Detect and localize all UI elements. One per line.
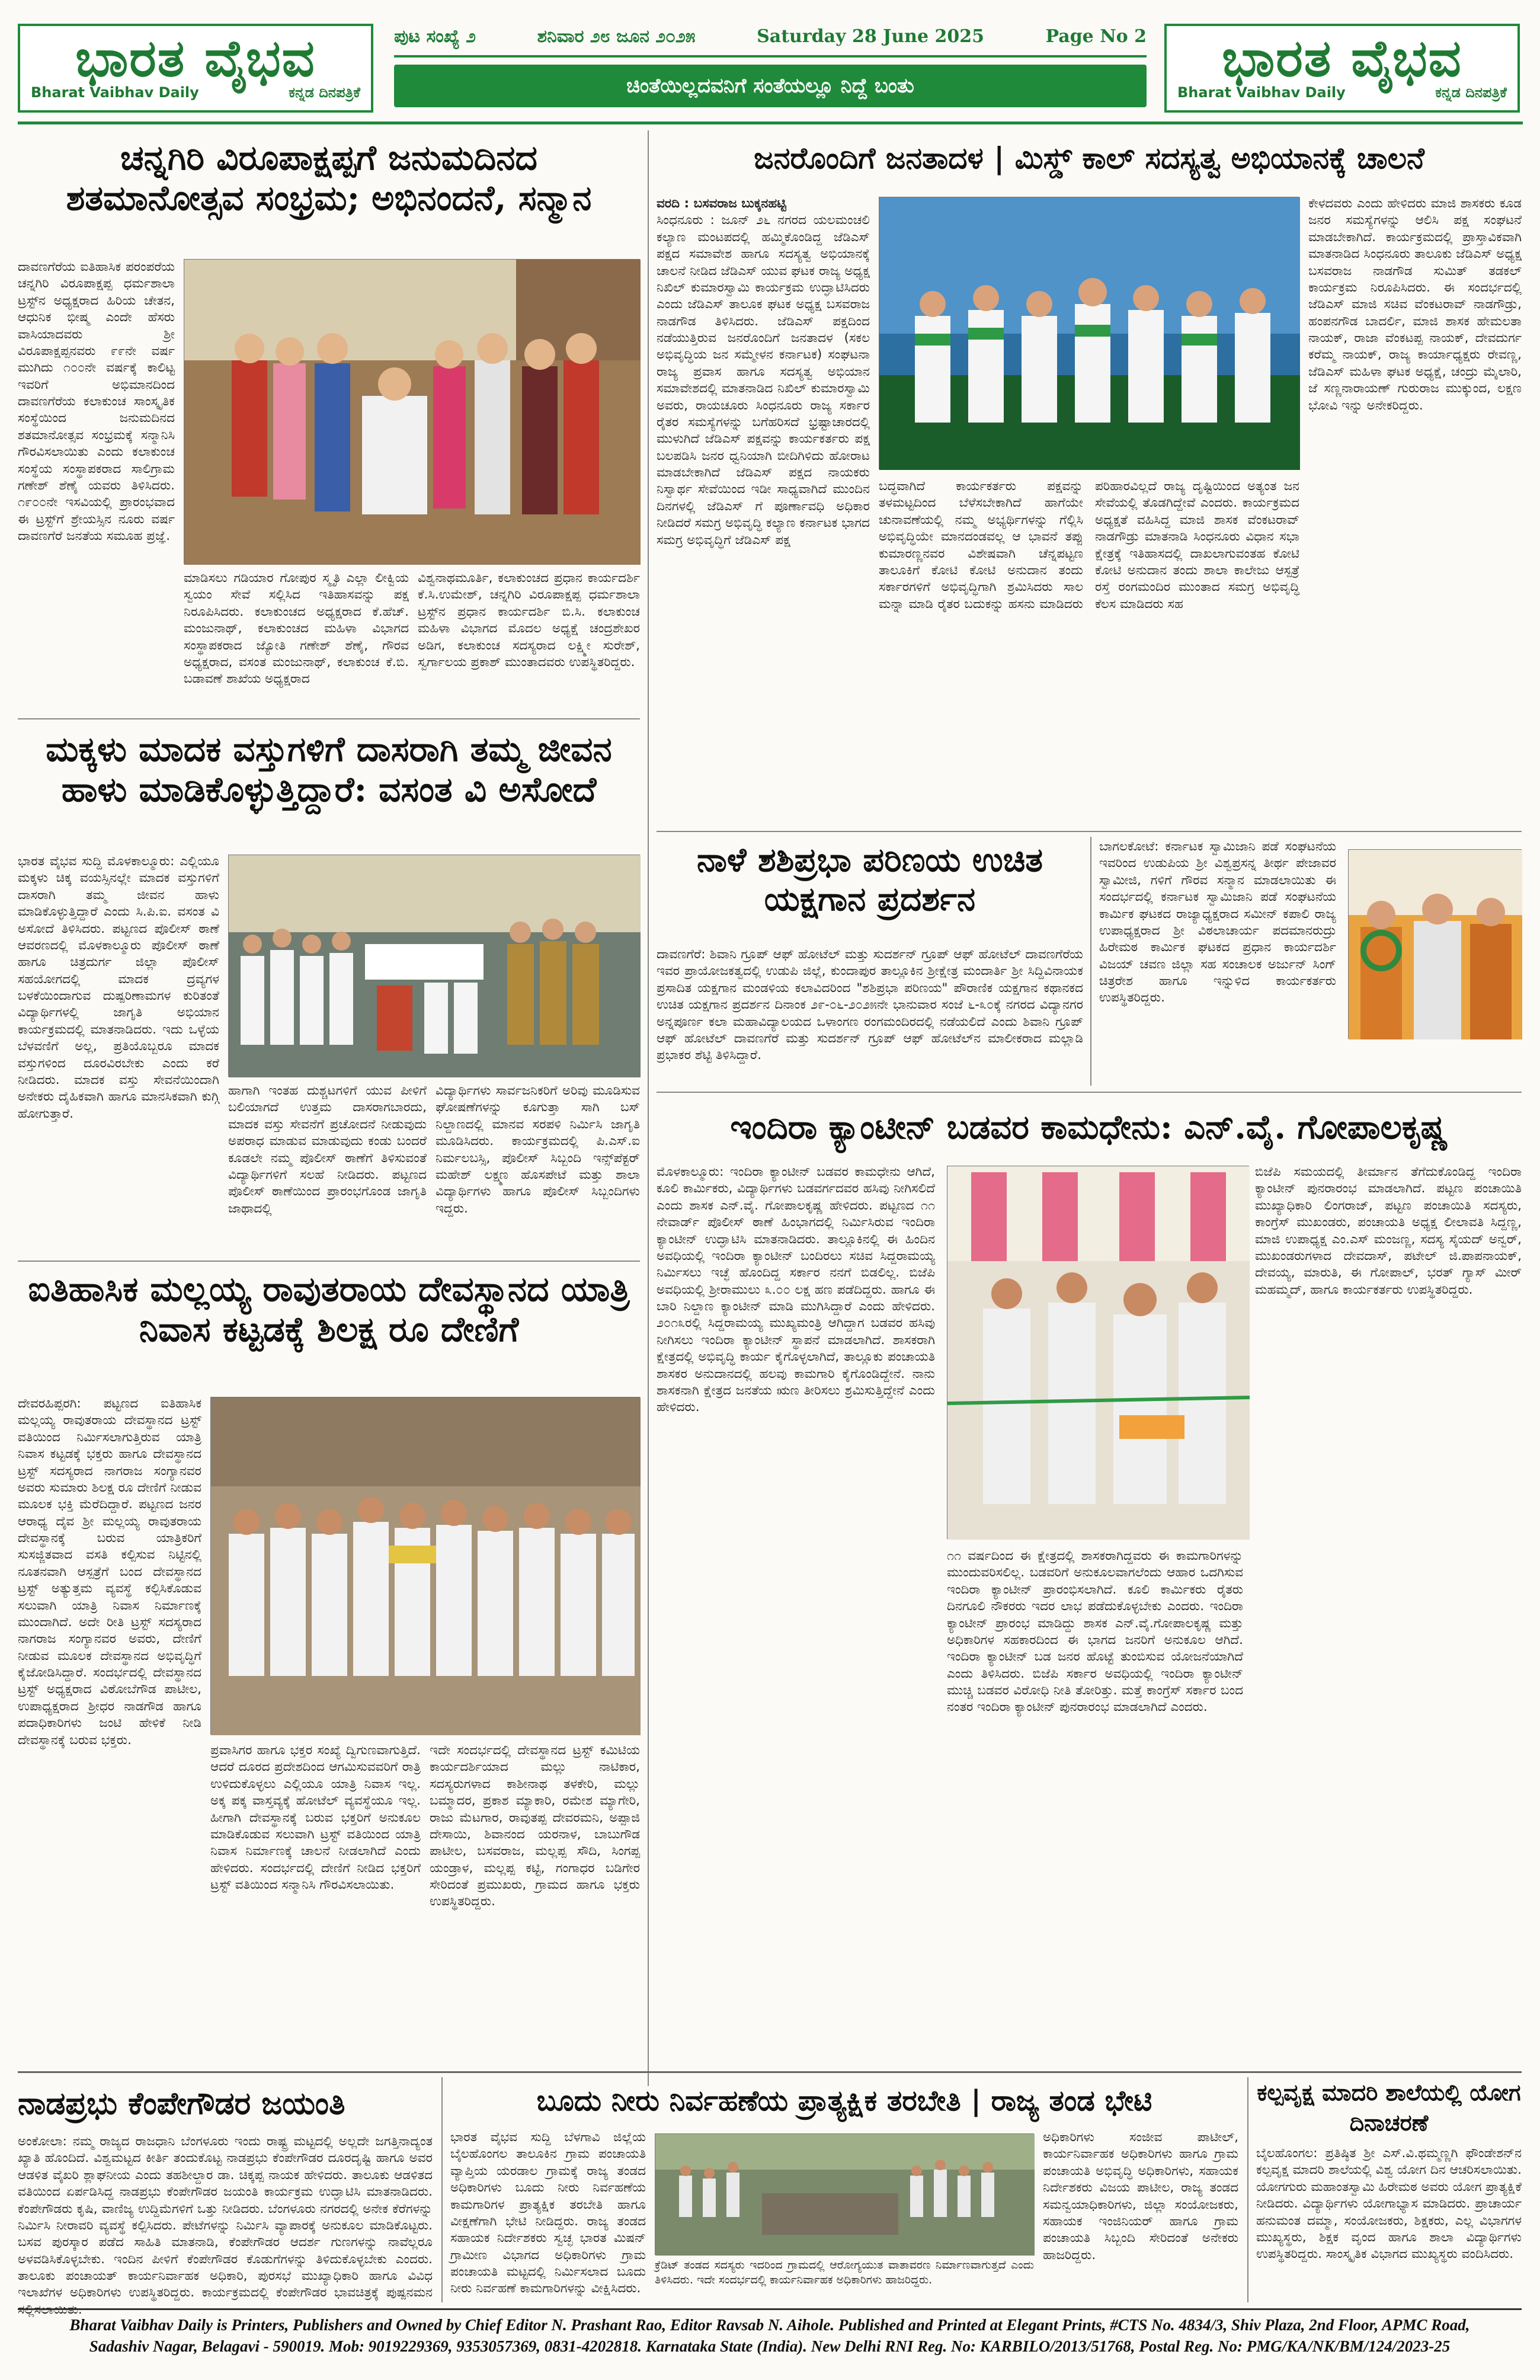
date-kn: ಶನಿವಾರ ೨೮ ಜೂನ ೨೦೨೫ [537, 25, 696, 47]
canteen-photo [947, 1166, 1250, 1540]
article-body: ಅಂಕೋಲಾ: ನಮ್ಮ ರಾಜ್ಯದ ರಾಜಧಾನಿ ಬೆಂಗಳೂರು ಇಂದು ರಾಷ್ಟ್ರ ಮಟ್ಟದಲ್ಲಿ ಅಲ್ಲದೇ ಜಗತ್ತಿನಾದ್ಯಂತ ಖ್ಯಾತಿ ಹೊಂದಿದೆ. ವಿಶ್ವಮಟ್ಟದ ಕೀರ್ತಿ ತಂದುಕೊಟ್ಟ ನಾಡಪ್ರಭು ಕೆಂಪೇಗೌಡರ ದೂರದೃಷ್ಟಿ ಹಾಗೂ ಅವರ ಆಡಳಿತ ವೈಖರಿ ಶ್ಲಾಘನೀಯ ಎಂದು ತಹಶೀಲ್ದಾರ ಡಾ. ಚಿಕ್ಕಪ್ಪ ನಾಯಕ ಹೇಳಿದರು. ತಾಲೂಕು ಆಡಳಿತದ ವತಿಯಿಂದ ಏರ್ಪಡಿಸಿದ್ದ ನಾಡಪ್ರಭು ಕೆಂಪೇಗೌಡರ ಜಯಂತಿ ಕಾರ್ಯಕ್ರಮ ಉದ್ಘಾಟಿಸಿ ಮಾತನಾಡಿದರು. ಕೆಂಪೇಗೌಡರು ಕೃಷಿ, ವಾಣಿಜ್ಯ ಉದ್ದಿಮೆಗಳಿಗೆ ಒತ್ತು ನೀಡಿದರು. ಬೆಂಗಳೂರು ನಗರದಲ್ಲಿ ಅನೇಕ ಕೆರೆಗಳನ್ನು ನಿರ್ಮಿಸಿ ನೀರಾವರಿ ವ್ಯವಸ್ಥೆ ಕಲ್ಪಿಸಿದರು. ಪೇಟೆಗಳನ್ನು ನಿರ್ಮಿಸಿ ವ್ಯಾಪಾರಕ್ಕೆ ಅನುಕೂಲ ಮಾಡಿಕೊಟ್ಟರು. ಬಸವ ಪುರಸ್ಕಾರ ಪಡೆದ ಸಾಹಿತಿ ಮಾತನಾಡಿ, ಕೆಂಪೇಗೌಡರ ಆದರ್ಶ ಗುಣಗಳನ್ನು ನಾವೆಲ್ಲರೂ ಅಳವಡಿಸಿಕೊಳ್ಳಬೇಕು. ಇಂದಿನ ಪೀಳಿಗೆ ಕೆಂಪೇಗೌಡರ ಕೊಡುಗೆಗಳನ್ನು ತಿಳಿದುಕೊಳ್ಳಬೇಕು ಎಂದರು. ತಾಲೂಕು ಪಂಚಾಯತ್ ಕಾರ್ಯನಿರ್ವಾಹಕ ಅಧಿಕಾರಿ, ಪುರಸಭೆ ಮುಖ್ಯಾಧಿಕಾರಿ ಹಾಗೂ ವಿವಿಧ ಇಲಾಖೆಗಳ ಅಧಿಕಾರಿಗಳು ಉಪಸ್ಥಿತರಿದ್ದರು. ಕಾರ್ಯಕ್ರಮದಲ್ಲಿ ಕೆಂಪೇಗೌಡರ ಭಾವಚಿತ್ರಕ್ಕೆ ಪುಷ್ಪನಮನ [18, 2134, 433, 2301]
article-body: ದಾವಣಗೆರೆ: ಶಿವಾನಿ ಗ್ರೂಪ್ ಆಫ್ ಹೋಟೆಲ್ ಮತ್ತು ಸುದರ್ಶನ್ ಗ್ರೂಪ್ ಆಫ್ ಹೋಟೆಲ್ ದಾವಣಗೆರೆಯ ಇವರ ಪ್ರಾಯೋಜಕತ್ವದಲ್ಲಿ ಉಡುಪಿ ಜಿಲ್ಲೆ, ಕುಂದಾಪುರ ತಾಲ್ಲೂಕಿನ ಶ್ರೀಕ್ಷೇತ್ರ ಮಂದಾರ್ತಿ ಶ್ರೀ ಸಿದ್ದಿವಿನಾಯಕ ಪ್ರಸಾದಿತ ಯಕ್ಷಗಾನ ಮಂಡಳಿಯ ಕಲಾವಿದರಿಂದ "ಶಶಿಪ್ರಭಾ ಪರಿಣಯ" ಪೌರಾಣಿಕ ಯಕ್ಷಗಾನ ಕಥಾನಕದ ಉಚಿತ ಯಕ್ಷಗಾನ ಪ್ರದರ್ಶನ ದಿನಾಂಕ ೨೯-೦೬-೨೦೨೫ನೇ ಭಾನುವಾರ ಸಂಜೆ ೬-೩೦ಕ್ಕೆ ನಗರದ ವಿದ್ಯಾನಗರ ಅನ್ನಪೂರ್ಣ ಕಲಾ ಮಹಾವಿದ್ಯಾಲಯದ ಒಳಾಂಗಣ ರಂಗಮಂದಿರದಲ್ಲಿ ನಡೆಯಲಿದೆ ಎಂದು ಶಿವಾನಿ ಗ್ರೂಪ್ ಆಫ್ ಹೋಟೆಲ್ ದಾವಣಗೆರೆ ಮತ್ತು ಸುದರ್ಶನ್ ಗ್ರೂಪ್ ಆಫ್ ಹೋಟೆಲ್‌ನ ಮಾಲೀಕರಾದ ಮಲ್ಲಾಡಿ ಪ್ರಭಾಕರ ಶೆಟ್ಟಿ ತಿಳಿಸಿದ್ದಾರೆ. [657, 947, 1083, 1063]
article-drugs-awareness [18, 724, 640, 1261]
logo-title: ಭಾರತ ವೈಭವ [75, 28, 316, 88]
article-column: ೧೧ ವರ್ಷದಿಂದ ಈ ಕ್ಷೇತ್ರದಲ್ಲಿ ಶಾಸಕರಾಗಿದ್ದವರು ಈ ಕಾಮಗಾರಿಗಳನ್ನು ಮುಂದುವರಿಸಲಿಲ್ಲ. ಬಡವರಿಗೆ ಅನುಕೂಲವಾಗಲೆಂದು ಆಹಾರ ಒದಗಿಸುವ ಇಂದಿರಾ ಕ್ಯಾಂಟೀನ್ ಪ್ರಾರಂಭಿಸಲಾಗಿದೆ. ಕೂಲಿ ಕಾರ್ಮಿಕರು ರೈತರು ದಿನಗೂಲಿ ನೌಕರರು ಇದರ ಲಾಭ ಪಡೆದುಕೊಳ್ಳಬೇಕು ಎಂದರು. ಇಂದಿರಾ ಕ್ಯಾಂಟೀನ್ ಪ್ರಾರಂಭ ಮಾಡಿದ್ದು ಶಾಸಕ ಎನ್.ವೈ.ಗೋಪಾಲಕೃಷ್ಣ ಮತ್ತು ಅಧಿಕಾರಿಗಳ ಸಹಕಾರದಿಂದ ಈ ಭಾಗದ ಜನರಿಗೆ ಅನುಕೂಲ ಆಗಿದೆ. ಇಂದಿರಾ ಕ್ಯಾಂಟೀನ್ ಬಡ ಜನರ ಹೊಟ್ಟೆ ತುಂಬಿಸುವ ಯೋಜನೆಯಾಗಿದೆ ಎಂದು ತಿಳಿಸಿದರು. ಬಿಜೆಪಿ ಸರ್ಕಾರ ಅವಧಿಯಲ್ಲಿ ಇಂದಿರಾ ಕ್ಯಾಂಟೀನ್ ಮುಚ್ಚಿ ಬಡವರ ವಿರೋಧಿ ನೀತಿ ತೋರಿತ್ತು. ಮತ್ತೆ ಕಾಂಗ್ರೆಸ್ ಸರ್ಕಾರ ಬಂದ ನಂತರ ಇಂದಿರಾ ಕ್ಯಾಂಟೀನ್ ಪುನರಾರಂಭ ಮಾಡಲಾಗಿದೆ ಎಂದರು. [947, 1549, 1243, 1715]
temple-photo [211, 1397, 641, 1735]
article-column: ಬದ್ಧವಾಗಿದೆ ಕಾರ್ಯಕರ್ತರು ಪಕ್ಷವನ್ನು ತಳಮಟ್ಟದಿಂದ ಬೆಳೆಸಬೇಕಾಗಿದೆ ಹಾಗೆಯೇ ಚುನಾವಣೆಯಲ್ಲಿ ನಮ್ಮ ಅಭ್ಯರ್ಥಿಗಳನ್ನು ಗೆಲ್ಲಿಸಿ ಅಭಿವೃದ್ಧಿಯೇ ಮಾನದಂಡವಲ್ಲ ಆ ಭಾವನೆ ತಪ್ಪು ಕುಮಾರಣ್ಣನವರ ವಿಶೇಷವಾಗಿ ಚೆನ್ನಪಟ್ಟಣ ತಾಲೂಕಿಗೆ ಕೋಟಿ ಕೋಟಿ ಅನುದಾನ ತಂದು ಸರ್ಕಾರಗಳಿಗೆ ಅಭಿವೃದ್ಧಿಗಾಗಿ ಶ್ರಮಿಸಿದರು ಸಾಲ ಮನ್ನಾ ಮಾಡಿ ರೈತರ ಬದುಕನ್ನು ಹಸನು ಮಾಡಿದರು ಪರಿಹಾರವಿಲ್ಲದೆ ರಾಜ್ಯ ದೃಷ್ಟಿಯಿಂದ ಅತ್ಯಂತ ಜನ ಸೇವೆಯಲ್ಲಿ ತೊಡಗಿದ್ದೇವೆ ಎಂದರು. ಕಾರ್ಯಕ್ರಮದ ಅಧ್ಯಕ್ಷತೆ ವಹಿಸಿದ್ದ ಮಾಜಿ ಶಾಸಕ ವೆಂಕಟರಾವ್ ನಾಡಗೌಡ್ರು ಮಾತನಾಡಿ ಸಿಂಧನೂರು ವಿಧಾನ ಸಭಾ ಕ್ಷೇತ್ರಕ್ಕೆ ಇತಿಹಾಸದಲ್ಲಿ ದಾಖಲಾಗುವಂತಹ ಕೋಟಿ ಕೋಟಿ ಅನುದಾನ ತಂದು ಶಾಲಾ ಕಾಲೇಜು ಆಸ್ಪತ್ರೆ ರಸ್ತೆ ರಂಗಮಂದಿರ ಮುಂತಾದ ಸಮಗ್ರ ಅಭಿವೃದ್ಧಿ ಕೆಲಸ ಮಾಡಿದರು ಸಹ [879, 479, 1299, 612]
article-column: ಅಧಿಕಾರಿಗಳು ಸಂಜೀವ ಪಾಟೀಲ್, ಕಾರ್ಯನಿರ್ವಾಹಕ ಅಧಿಕಾರಿಗಳು ಹಾಗೂ ಗ್ರಾಮ ಪಂಚಾಯತಿ ಅಭಿವೃದ್ಧಿ ಅಧಿಕಾರಿಗಳು, ಸಹಾಯಕ ನಿರ್ದೇಶಕರು ವಿಜಯ ಪಾಟೀಲ, ರಾಜ್ಯ ತಂಡದ ಸಮನ್ವಯಾಧಿಕಾರಿಗಳು, ಜಿಲ್ಲಾ ಸಂಯೋಜಕರು, ಸಹಾಯಕ ಇಂಜಿನಿಯರ್ ಹಾಗೂ ಗ್ರಾಮ ಪಂಚಾಯತಿ ಸಿಬ್ಬಂದಿ ಸೇರಿದಂತೆ ಅನೇಕರು ಹಾಜರಿದ್ದರು. [1043, 2130, 1238, 2263]
page-number-en: Page No 2 [1045, 25, 1147, 47]
masthead-meta [394, 21, 1147, 52]
footer-line-2: Sadashiv Nagar, Belagavi - 590019. Mob: 9019229369, 9353057369, 0831-4202818. Karnataka State (India). New Delhi RNI Reg. No: KARBILO/2013/51768, Postal Reg. No: PMG/KA/NK/BM/124/2023-25 [89, 2337, 1451, 2356]
vr-bottom-1 [441, 2077, 443, 2302]
vr-bottom-2 [1247, 2077, 1248, 2302]
group-photo [184, 260, 641, 565]
tagline: ಚಿಂತೆಯಿಲ್ಲದವನಿಗೆ ಸಂತೆಯಲ್ಲೂ ನಿದ್ದೆ ಬಂತು [394, 65, 1147, 107]
photo-awareness-rally [228, 855, 640, 1077]
logo-sub-en: Bharat Vaibhav Daily [31, 84, 199, 101]
vr-small [1090, 837, 1091, 1086]
article-column: ದಾವಣಗೆರೆಯ ಐತಿಹಾಸಿಕ ಪರಂಪರೆಯ ಚನ್ನಗಿರಿ ವಿರೂಪಾಕ್ಷಪ್ಪ ಧರ್ಮಶಾಲಾ ಟ್ರಸ್ಟ್‌ನ ಅಧ್ಯಕ್ಷರಾದ ಹಿರಿಯ ಚೇತನ, ಆಧುನಿಕ ಭೀಷ್ಮ ಎಂದೇ ಹೆಸರು ವಾಸಿಯಾದವರು ಶ್ರೀ ವಿರೂಪಾಕ್ಷಪ್ಪನವರು ೯೯ನೇ ವರ್ಷ ಮುಗಿದು ೧೦೦ನೇ ವರ್ಷಕ್ಕೆ ಕಾಲಿಟ್ಟ ಇವರಿಗೆ ಅಭಿಮಾನದಿಂದ ದಾವಣಗೆರೆಯ ಕಲಾಕುಂಚ ಸಾಂಸ್ಕೃತಿಕ ಸಂಸ್ಥೆಯಿಂದ ಜನುಮದಿನದ ಶತಮಾನೋತ್ಸವ ಸಂಭ್ರಮಕ್ಕೆ ಸನ್ಮಾನಿಸಿ ಗೌರವಿಸಲಾಯಿತು ಎಂದು ಕಲಾಕುಂಚ ಸಂಸ್ಥೆಯ ಸಂಸ್ಥಾಪಕರಾದ ಸಾಲಿಗ್ರಾಮ ಗಣೇಶ್ ಶೆಣೈ ಯವರು ತಿಳಿಸಿದರು. ೧೯೦೦ನೇ ಇಸವಿಯಲ್ಲಿ ಪ್ರಾರಂಭವಾದ ಈ ಟ್ರಸ್ಟ್‌ಗೆ ಶ್ರೇಯಸ್ಸಿನ ನೂರು ವರ್ಷ ದಾವಣಗೆರೆ ಜನತೆಯ ಸಮೂಹ ಪ್ರಜ್ಞೆ. [18, 260, 175, 543]
article-column: ಭಾರತ ವೈಭವ ಸುದ್ದಿ ಬೆಳಗಾವಿ ಜಿಲ್ಲೆಯ ಬೈಲಹೊಂಗಲ ತಾಲೂಕಿನ ಗ್ರಾಮ ಪಂಚಾಯತಿ ವ್ಯಾಪ್ತಿಯ ಯರಡಾಲ ಗ್ರಾಮಕ್ಕೆ ರಾಜ್ಯ ತಂಡದ ಅಧಿಕಾರಿಗಳು ಬೂದು ನೀರು ನಿರ್ವಹಣೆಯ ಕಾಮಗಾರಿಗಳ ಪ್ರಾತ್ಯಕ್ಷಿಕ ತರಬೇತಿ ಹಾಗೂ ವೀಕ್ಷಣೆಗಾಗಿ ಭೇಟಿ ನೀಡಿದ್ದರು. ರಾಜ್ಯ ತಂಡದ ಸಹಾಯಕ ನಿರ್ದೇಶಕರು ಸ್ವಚ್ಛ ಭಾರತ ಮಿಷನ್ ಗ್ರಾಮೀಣ ವಿಭಾಗದ ಅಧಿಕಾರಿಗಳು ಗ್ರಾಮ ಪಂಚಾಯತಿ ಮಟ್ಟದಲ್ಲಿ ನಿರ್ಮಿಸಲಾದ ಬೂದು ನೀರು ನಿರ್ವಹಣೆ ಕಾಮಗಾರಿಗಳನ್ನು ವೀಕ್ಷಿಸಿದರು. [450, 2130, 646, 2296]
masthead-logo-left [18, 24, 373, 113]
hr [657, 1092, 1522, 1093]
article-column: ಇದೇ ಸಂದರ್ಭದಲ್ಲಿ ದೇವಸ್ಥಾನದ ಟ್ರಸ್ಟ್ ಕಮಿಟಿಯ ಕಾರ್ಯದರ್ಶಿಯಾದ ಮಲ್ಲು ನಾಟಿಕಾರ, ಸದಸ್ಯರುಗಳಾದ ಕಾಶೀನಾಥ ತಳಕೇರಿ, ಮಲ್ಲು ಬಮ್ಮಾದರ, ಪ್ರಕಾಶ ಮ್ಯಾಕಾರಿ, ರಮೇಶ ಮ್ಯಾಗೇರಿ, ರಾಜು ಮೆಟಗಾರ, ರಾವುತಪ್ಪ ದೇವರಮನಿ, ಅಪ್ಪಾಜಿ ದೇಸಾಯಿ, ಶಿವಾನಂದ ಯರನಾಳ, ಬಾಬುಗೌಡ ಪಾಟೀಲ, ಬಸವರಾಜ, ಮಲ್ಲಪ್ಪ ಸೌದಿ, ಸಿಂಗಪ್ಪ ಯಂಡ್ರಾಳ, ಮಲ್ಲಪ್ಪ ಕಟ್ಟಿ, ಗಂಗಾಧರ ಬಡಿಗೇರ ಸೇರಿದಂತೆ ಪ್ರಮುಖರು, ಗ್ರಾಮದ ಹಾಗೂ ಭಕ್ತರು ಉಪಸ್ಥಿತರಿದ್ದರು. [430, 1743, 640, 1909]
date-en: Saturday 28 June 2025 [757, 25, 984, 47]
photo-grey-water [655, 2133, 1034, 2255]
column-divider [648, 130, 649, 2086]
article-pejavara [1099, 839, 1522, 1085]
photo-swamiji [1348, 849, 1522, 1039]
article-column: ಬಾಗಲಕೋಟೆ: ಕರ್ನಾಟಕ ಸ್ವಾಮಿಜಾನಿ ಪಡೆ ಸಂಘಟನೆಯ ಇವರಿಂದ ಉಡುಪಿಯ ಶ್ರೀ ವಿಶ್ವಪ್ರಸನ್ನ ತೀರ್ಥ ಪೇಜಾವರ ಸ್ವಾಮೀಜಿ, ಗಳಿಗೆ ಗೌರವ ಸನ್ಮಾನ ಮಾಡಲಾಯಿತು ಈ ಸಂದರ್ಭದಲ್ಲಿ ಕರ್ನಾಟಕ ಸ್ವಾಮಿಜಾನಿ ಪಡೆ ಸಂಘಟನೆಯ ಕಾರ್ಮಿಕ ಘಟಕದ ರಾಜ್ಯಾಧ್ಯಕ್ಷರಾದ ಸಮೀನ್ ಕಪಾಲಿ ರಾಜ್ಯ ಉಪಾಧ್ಯಕ್ಷರಾದ ಶ್ರೀ ವಿಠಲಾಚಾರ್ಯ ಪದಮಾನರುದ್ರು ಹಿರೇಮಠ ಕಾರ್ಮಿಕ ಘಟಕದ ಪ್ರಧಾನ ಕಾರ್ಯದರ್ಶಿ ವಿಜಯ್ ಚವಣ ಜಿಲ್ಲಾ ಸಹ ಸಂಚಾಲಕ ಅರ್ಜುನ್ ಸಿಂಗ್ ಚಿತ್ರರೇಶ ಹಾಗೂ ಇನ್ನುಳಿದ ಕಾರ್ಯಕರ್ತರು ಉಪಸ್ಥಿತರಿದ್ದರು. [1099, 839, 1336, 1006]
article-column: ವರದಿ : ಬಸವರಾಜ ಬುಕ್ಕನಹಟ್ಟಿ ಸಿಂಧನೂರು : ಜೂನ್ ೨೬ ನಗರದ ಯಲಮಂಚಲಿ ಕಲ್ಯಾಣ ಮಂಟಪದಲ್ಲಿ ಹಮ್ಮಿಕೊಂಡಿದ್ದ ಜೆಡಿಎಸ್ ಪಕ್ಷದ ಸಮಾವೇಶ ಹಾಗೂ ಸದಸ್ಯತ್ವ ಅಭಿಯಾನಕ್ಕೆ ಚಾಲನೆ ನೀಡಿದ ಜೆಡಿಎಸ್ ಯುವ ಘಟಕ ರಾಜ್ಯ ಅಧ್ಯಕ್ಷ ನಿಖಿಲ್ ಕುಮಾರಸ್ವಾಮಿ ಕಾರ್ಯಕ್ರಮ ಉದ್ಘಾಟಿಸಿದರು ಎಂದು ಜೆಡಿಎಸ್ ತಾಲೂಕ ಘಟಕ ಅಧ್ಯಕ್ಷ ಬಸವರಾಜ ನಾಡಗೌಡ ತಿಳಿಸಿದರು. ಜೆಡಿಎಸ್ ಪಕ್ಷದಿಂದ ನಡೆಯುತ್ತಿರುವ ಜನರೊಂದಿಗೆ ಜನತಾದಳ (ಸಕಲ ಅಭಿವೃದ್ಧಿಯ ಜನ ಸಮ್ಮೇಳನ ಕರ್ನಾಟಕ) ಸಂಘಟನಾ ರಾಜ್ಯ ಪ್ರವಾಸ ಹಾಗೂ ಸದಸ್ಯತ್ವ ಅಭಿಯಾನ ಸಮಾವೇಶದಲ್ಲಿ ಮಾತನಾಡಿದ ನಿಖಿಲ್ ಕುಮಾರಸ್ವಾಮಿ ಅವರು, ರಾಯಚೂರು ಸಿಂಧನೂರು ರಾಜ್ಯ ಸರ್ಕಾರ ರೈತರ ಸಮಸ್ಯೆಗಳನ್ನು ಬಗೆಹರಿಸದೆ ಭ್ರಷ್ಟಾಚಾರದಲ್ಲಿ ಮುಳುಗಿದೆ ಜೆಡಿಎಸ್ ಪಕ್ಷವನ್ನು ಕಾರ್ಯಕರ್ತರು ಪಕ್ಷ ಬಲಪಡಿಸಿ ಜನರ ಧ್ವನಿಯಾಗಿ ಬೀದಿಗಿಳಿದು ಹೋರಾಟ ಮಾಡಬೇಕಾಗಿದೆ ಜೆಡಿಎಸ್ ಪಕ್ಷದ ನಾಯಕರು ನಿಸ್ವಾರ್ಥ ಸೇವೆಯಿಂದ ಇಡೀ ಸಾಧ್ಯವಾಗಿದೆ ಮುಂದಿನ ದಿನಗಳಲ್ಲಿ ಜೆಡಿಎಸ್ ಗೆ ಪೂರ್ಣಾವಧಿ ಅಧಿಕಾರ ನೀಡಿದರೆ ಸಮಗ್ರ ಅಭಿವೃದ್ಧಿ ಕಲ್ಯಾಣ ಕರ್ನಾಟಕ ಭಾಗದ ಸಮಗ್ರ ಅಭಿವೃದ್ಧಿಗೆ ಜೆಡಿಎಸ್ ಪಕ್ಷ [657, 196, 870, 548]
masthead-logo-right [1164, 24, 1520, 113]
article-yoga-day [1256, 2077, 1522, 2302]
page-number-kn: ಪುಟ ಸಂಖ್ಯೆ ೨ [394, 25, 476, 47]
swamiji-photo [1349, 850, 1522, 1039]
headline: ಐತಿಹಾಸಿಕ ಮಲ್ಲಯ್ಯ ರಾವುತರಾಯ ದೇವಸ್ಥಾನದ ಯಾತ್ರಿ ನಿವಾಸ ಕಟ್ಟಡಕ್ಕೆ ಶಿಲಕ್ಷ ರೂ ದೇಣಿಗೆ [28, 1269, 630, 1350]
headline: ನಾಳೆ ಶಶಿಪ್ರಭಾ ಪರಿಣಯ ಉಚಿತ ಯಕ್ಷಗಾನ ಪ್ರದರ್ಶನ [696, 840, 1043, 919]
photo-caption: ಕ್ರೆಡಿಟ್ ತಂಡದ ಸದಸ್ಯರು ಇದರಿಂದ ಗ್ರಾಮದಲ್ಲಿ ಆರೋಗ್ಯಯುತ ವಾತಾವರಣ ನಿರ್ಮಾಣವಾಗುತ್ತದೆ ಎಂದು ತಿಳಿಸಿದರು. ಇದೇ ಸಂದರ್ಭದಲ್ಲಿ ಕಾರ್ಯನಿರ್ವಾಹಕ ಅಧಿಕಾರಿಗಳು ಹಾಜರಿದ್ದರು. [655, 2259, 1034, 2287]
article-column: ಪ್ರವಾಸಿಗರ ಹಾಗೂ ಭಕ್ತರ ಸಂಖ್ಯೆ ದ್ವಿಗುಣವಾಗುತ್ತಿದೆ. ಆದರೆ ದೂರದ ಪ್ರದೇಶದಿಂದ ಆಗಮಿಸುವವರಿಗೆ ರಾತ್ರಿ ಉಳಿದುಕೊಳ್ಳಲು ಎಲ್ಲಿಯೂ ಯಾತ್ರಿ ನಿವಾಸ ಇಲ್ಲ. ಅಕ್ಕ ಪಕ್ಕ ವಾಸ್ತವ್ಯಕ್ಕೆ ಹೋಟೆಲ್ ವ್ಯವಸ್ಥೆಯೂ ಇಲ್ಲ. ಹೀಗಾಗಿ ದೇವಸ್ಥಾನಕ್ಕೆ ಬರುವ ಭಕ್ತರಿಗೆ ಅನುಕೂಲ ಮಾಡಿಕೊಡುವ ಸಲುವಾಗಿ ಟ್ರಸ್ಟ್ ವತಿಯಿಂದ ಯಾತ್ರಿ ನಿವಾಸ ನಿರ್ಮಾಣಕ್ಕೆ ಚಾಲನೆ ನೀಡಲಾಗಿದೆ ಎಂದು ಹೇಳಿದರು. ಸಂದರ್ಭದಲ್ಲಿ ದೇಣಿಗೆ ನೀಡಿದ ಭಕ್ತರಿಗೆ ಟ್ರಸ್ಟ್ ವತಿಯಿಂದ ಸನ್ಮಾನಿಸಿ ಗೌರವಿಸಲಾಯಿತು. [210, 1743, 421, 1892]
article-indira-canteen [657, 1098, 1522, 2069]
article-chennagiri [18, 132, 640, 718]
rally-photo [229, 855, 641, 1077]
footer-line-1: Bharat Vaibhav Daily is Printers, Publishers and Owned by Chief Editor N. Prashant Rao, Editor Ravsab N. Aihole. Published and Printed at Elegant Prints, #CTS No. 4834/3, Shiv Plaza, 2nd Floor, APMC Road, [69, 2316, 1470, 2334]
stage-photo [879, 197, 1300, 470]
hr [18, 718, 640, 719]
headline: ನಾಡಪ್ರಭು ಕೆಂಪೇಗೌಡರ ಜಯಂತಿ [18, 2085, 345, 2122]
photo-canteen-inauguration [947, 1166, 1249, 1539]
hr [18, 2071, 1522, 2073]
field-visit-photo [655, 2134, 1035, 2256]
article-temple-yatri-nivas [18, 1265, 640, 2068]
article-janata-dal [657, 132, 1522, 831]
photo-temple-group [210, 1397, 640, 1735]
article-column: ಕೇಳದವರು ಎಂದು ಹೇಳಿದರು ಮಾಜಿ ಶಾಸಕರು ಕೂಡ ಜನರ ಸಮಸ್ಯೆಗಳನ್ನು ಆಲಿಸಿ ಪಕ್ಷ ಸಂಘಟನೆ ಮಾಡಬೇಕಾಗಿದೆ. ಕಾರ್ಯಕ್ರಮದಲ್ಲಿ ಪ್ರಾಸ್ತಾವಿಕವಾಗಿ ಮಾತನಾಡಿದ ಸಿಂಧನೂರು ತಾಲೂಕು ಜೆಡಿಎಸ್ ಅಧ್ಯಕ್ಷ ಬಸವರಾಜ ನಾಡಗೌಡ ಸುಮಿತ್ ತಡಕಲ್ ಕಾರ್ಯಕ್ರಮ ನಿರೂಪಿಸಿದರು. ಈ ಸಂದರ್ಭದಲ್ಲಿ ಜೆಡಿಎಸ್ ಮಾಜಿ ಸಚಿವ ವೆಂಕಟರಾವ್ ನಾಡಗೌಡ್ರು, ಹಂಪನಗೌಡ ಬಾದರ್ಲಿ, ಮಾಜಿ ಶಾಸಕ ಹೇಮಲತಾ ನಾಯಕ್, ರಾಜಾ ವೆಂಕಟಪ್ಪ ನಾಯಕ್, ದೇವದುರ್ಗ ಕರೆಮ್ಮ ನಾಯಕ್, ರಾಜ್ಯ ಕಾರ್ಯಾಧ್ಯಕ್ಷರು ರೇವಣ್ಣ, ಜೆಡಿಎಸ್ ಮಹಿಳಾ ಘಟಕ ಅಧ್ಯಕ್ಷೆ, ಚಂದ್ರು ಮೈಲಾರಿ, ಜೆ ಸಣ್ಣನಾರಾಯಣ್ ಗುರುರಾಜ ಮುಕ್ಕುಂದ, ಲಕ್ಷಣ ಭೋವಿ ಇನ್ನು ಅನೇಕರಿದ್ದರು. [1308, 196, 1522, 413]
logo-title: ಭಾರತ ವೈಭವ [1222, 28, 1462, 88]
logo-sub-en: Bharat Vaibhav Daily [1177, 84, 1346, 101]
article-column: ಭಾರತ ವೈಭವ ಸುದ್ದಿ ಮೊಳಕಾಲ್ಮೂರು: ಎಲ್ಲಿಯೂ ಮಕ್ಕಳು ಚಿಕ್ಕ ವಯಸ್ಸಿನಲ್ಲೇ ಮಾದಕ ವಸ್ತುಗಳಿಗೆ ದಾಸರಾಗಿ ತಮ್ಮ ಜೀವನ ಹಾಳು ಮಾಡಿಕೊಳ್ಳುತ್ತಿದ್ದಾರೆ ಎಂದು ಸಿ.ಪಿ.ಐ. ವಸಂತ ವಿ ಅಸೋದೆ ತಿಳಿಸಿದರು. ಪಟ್ಟಣದ ಪೊಲೀಸ್ ಠಾಣೆ ಆವರಣದಲ್ಲಿ ಮೊಳಕಾಲ್ಮೂರು ಪೊಲೀಸ್ ಠಾಣೆ ಹಾಗೂ ಚಿತ್ರದುರ್ಗ ಜಿಲ್ಲಾ ಪೊಲೀಸ್ ಸಹಯೋಗದಲ್ಲಿ ಮಾದಕ ದ್ರವ್ಯಗಳ ಬಳಕೆಯಿಂದಾಗುವ ದುಷ್ಪರಿಣಾಮಗಳ ಕುರಿತಂತೆ ವಿದ್ಯಾರ್ಥಿಗಳಲ್ಲಿ ಜಾಗೃತಿ ಅಭಿಯಾನ ಕಾರ್ಯಕ್ರಮದಲ್ಲಿ ಮಾತನಾಡಿದರು. ಇದು ಒಳ್ಳೆಯ ಬೆಳವಣಿಗೆ ಅಲ್ಲ, ಪ್ರತಿಯೊಬ್ಬರೂ ಮಾದಕ ವಸ್ತುಗಳಿಂದ ದೂರವಿರಬೇಕು ಎಂದು ಕರೆ ನೀಡಿದರು. ಮಾದಕ ವಸ್ತು ಸೇವನೆಯಿಂದಾಗಿ ಅನೇಕರು ದೈಹಿಕವಾಗಿ ಹಾಗೂ ಮಾನಸಿಕವಾಗಿ ಕುಗ್ಗಿ ಹೋಗುತ್ತಾರೆ. [18, 854, 219, 1121]
headline: ಮಕ್ಕಳು ಮಾದಕ ವಸ್ತುಗಳಿಗೆ ದಾಸರಾಗಿ ತಮ್ಮ ಜೀವನ ಹಾಳು ಮಾಡಿಕೊಳ್ಳುತ್ತಿದ್ದಾರೆ: ವಸಂತ ವಿ ಅಸೋದೆ [46, 729, 612, 810]
logo-sub-kn: ಕನ್ನಡ ದಿನಪತ್ರಿಕೆ [289, 84, 360, 101]
article-column: ವಿಶ್ವನಾಥಮೂರ್ತಿ, ಕಲಾಕುಂಚದ ಪ್ರಧಾನ ಕಾರ್ಯದರ್ಶಿ ಕೆ.ಸಿ.ಉಮೇಶ್, ಚನ್ನಗಿರಿ ವಿರೂಪಾಕ್ಷಪ್ಪ ಧರ್ಮಶಾಲಾ ಟ್ರಸ್ಟ್‌ನ ಪ್ರಧಾನ ಕಾರ್ಯದರ್ಶಿ ಬಿ.ಸಿ. ಕಲಾಕುಂಚ ಮಹಿಳಾ ವಿಭಾಗದ ಮೊದಲ ಅಧ್ಯಕ್ಷೆ ಚಂದ್ರಶೇಖರ ಅಡಿಗ, ಕಲಾಕುಂಚ ಸದಸ್ಯರಾದ ಲಕ್ಷ್ಮೀ ಸುರೇಶ್, ಸ್ವರ್ಗಾಲಯ ಪ್ರಕಾಶ್ ಮುಂತಾದವರು ಉಪಸ್ಥಿತರಿದ್ದರು. [418, 571, 640, 670]
hr [657, 831, 1522, 832]
article-column: ವಿದ್ಯಾರ್ಥಿಗಳು ಸಾರ್ವಜನಿಕರಿಗೆ ಅರಿವು ಮೂಡಿಸುವ ಘೋಷಣೆಗಳನ್ನು ಕೂಗುತ್ತಾ ಸಾಗಿ ಬಸ್ ನಿಲ್ದಾಣದಲ್ಲಿ ಮಾನವ ಸರಪಳಿ ನಿರ್ಮಿಸಿ ಜಾಗೃತಿ ಮೂಡಿಸಿದರು. ಕಾರ್ಯಕ್ರಮದಲ್ಲಿ ಪಿ.ಎಸ್.ಐ ನಿರ್ಮಲಬಸ್ಸಿ, ಪೊಲೀಸ್ ಸಿಬ್ಬಂದಿ ಇನ್ಸ್‌ಪೆಕ್ಟರ್ ಮಹೇಶ್ ಲಕ್ಷ್ಮಣ ಹೊಸಪೇಟೆ ಮತ್ತು ಶಾಲಾ ವಿದ್ಯಾರ್ಥಿಗಳು ಹಾಗೂ ಪೊಲೀಸ್ ಸಿಬ್ಬಂದಿಗಳು ಇದ್ದರು. [436, 1083, 640, 1216]
headline: ಜನರೊಂದಿಗೆ ಜನತಾದಳ | ಮಿಸ್ಡ್ ಕಾಲ್ ಸದಸ್ಯತ್ವ ಅಭಿಯಾನಕ್ಕೆ ಚಾಲನೆ [754, 140, 1424, 175]
byline: ವರದಿ : ಬಸವರಾಜ ಬುಕ್ಕನಹಟ್ಟಿ [657, 196, 786, 211]
article-column: ದೇವರಹಿಪ್ಪರಗಿ: ಪಟ್ಟಣದ ಐತಿಹಾಸಿಕ ಮಲ್ಲಯ್ಯ ರಾವುತರಾಯ ದೇವಸ್ಥಾನದ ಟ್ರಸ್ಟ್ ವತಿಯಿಂದ ನಿರ್ಮಿಸಲಾಗುತ್ತಿರುವ ಯಾತ್ರಿ ನಿವಾಸ ಕಟ್ಟಡಕ್ಕೆ ಭಕ್ತರು ಹಾಗೂ ದೇವಸ್ಥಾನದ ಟ್ರಸ್ಟ್ ಸದಸ್ಯರಾದ ನಾಗರಾಜ ಸಂಗ್ಯಾನವರ ಅವರು ಸುಮಾರು ಶಿಲಕ್ಷ ರೂ ದೇಣಿಗೆ ನೀಡುವ ಮೂಲಕ ಭಕ್ತಿ ಮೆರೆದಿದ್ದಾರೆ. ಪಟ್ಟಣದ ಜನರ ಆರಾಧ್ಯ ದೈವ ಶ್ರೀ ಮಲ್ಲಯ್ಯ ರಾವುತರಾಯ ದೇವಸ್ಥಾನಕ್ಕೆ ಬರುವ ಯಾತ್ರಿಕರಿಗೆ ಸುಸಜ್ಜಿತವಾದ ವಸತಿ ಕಲ್ಪಿಸುವ ನಿಟ್ಟಿನಲ್ಲಿ ನೂತನವಾಗಿ ಆಸ್ಪತ್ರೆಗೆ ಬಂದ ದೇವಸ್ಥಾನದ ಟ್ರಸ್ಟ್ ಅತ್ಯುತ್ತಮ ವ್ಯವಸ್ಥೆ ಕಲ್ಪಿಸಿಕೊಡುವ ಸಲುವಾಗಿ ಯಾತ್ರಿ ನಿವಾಸ ನಿರ್ಮಾಣಕ್ಕೆ ಮುಂದಾಗಿದೆ. ಅದೇ ರೀತಿ ಟ್ರಸ್ಟ್ ಸದಸ್ಯರಾದ ನಾಗರಾಜ ಸಂಗ್ಯಾನವರ ಅವರು, ದೇಣಿಗೆ ನೀಡುವ ಮೂಲಕ ದೇವಸ್ಥಾನದ ಅಭಿವೃದ್ಧಿಗೆ ಕೈಜೋಡಿಸಿದ್ದಾರೆ. ಸಂದರ್ಭದಲ್ಲಿ ದೇವಸ್ಥಾನದ ಟ್ರಸ್ಟ್ ಅಧ್ಯಕ್ಷರಾದ ವಿಠೋಬೆಗೌಡ ಪಾಟೀಲ, ಉಪಾಧ್ಯಕ್ಷರಾದ ಶ್ರೀಧರ ನಾಡಗೌಡ ಹಾಗೂ ಪದಾಧಿಕಾರಿಗಳು ಜಂಟಿ ಹೇಳಿಕೆ ನೀಡಿ ದೇವಸ್ಥಾನಕ್ಕೆ ಬರುವ ಭಕ್ತರು. [18, 1396, 201, 1748]
article-body: ಬೈಲಹೊಂಗಲ: ಪ್ರತಿಷ್ಠಿತ ಶ್ರೀ ಎಸ್.ವಿ.ಥಮ್ಮಣ್ಣಗಿ ಫೌಂಡೇಶನ್‌ನ ಕಲ್ಪವೃಕ್ಷ ಮಾದರಿ ಶಾಲೆಯಲ್ಲಿ ವಿಶ್ವ ಯೋಗ ದಿನ ಆಚರಿಸಲಾಯಿತು. ಯೋಗಗುರು ಮಹಾಂತಸ್ವಾಮಿ ಹಿರೇಮಠ ಅವರು ಯೋಗ ಪ್ರಾತ್ಯಕ್ಷಿಕೆ ನೀಡಿದರು. ವಿದ್ಯಾರ್ಥಿಗಳು ಯೋಗಾಭ್ಯಾಸ ಮಾಡಿದರು. ಪ್ರಾಚಾರ್ಯ ಹನುಮಂತ ದಮ್ಮಾ, ಸಂಯೋಜಕರು, ಶಿಕ್ಷಕರು, ಎಲ್ಲ ವಿಭಾಗಗಳ ಮುಖ್ಯಸ್ಥರು, ಶಿಕ್ಷಕ ವೃಂದ ಹಾಗೂ ಶಾಲಾ ವಿದ್ಯಾರ್ಥಿಗಳು ಉಪಸ್ಥಿತರಿದ್ದರು. ಸಾಂಸ್ಕೃತಿಕ ವಿಭಾಗದ ಮುಖ್ಯಸ್ಥರು ವಂದಿಸಿದರು. [1256, 2146, 1522, 2262]
headline: ಕಲ್ಪವೃಕ್ಷ ಮಾದರಿ ಶಾಲೆಯಲ್ಲಿ ಯೋಗ ದಿನಾಚರಣೆ [1257, 2079, 1521, 2136]
photo-felicitation [184, 259, 640, 564]
article-column: ಬಿಜೆಪಿ ಸಮಯದಲ್ಲಿ ತೀರ್ಮಾನ ತೆಗೆದುಕೊಂಡಿದ್ದ ಇಂದಿರಾ ಕ್ಯಾಂಟೀನ್ ಪುನರಾರಂಭ ಮಾಡಲಾಗಿದೆ. ಪಟ್ಟಣ ಪಂಚಾಯಿತಿ ಮುಖ್ಯಾಧಿಕಾರಿ ಲಿಂಗರಾಜ್, ಪಟ್ಟಣ ಪಂಚಾಯಿತಿ ಸದಸ್ಯರು, ಕಾಂಗ್ರೆಸ್ ಮುಖಂಡರು, ಪಂಚಾಯತಿ ಅಧ್ಯಕ್ಷ ಲೀಲಾವತಿ ಸಿದ್ದಣ್ಣ, ಮಾಜಿ ಉಪಾಧ್ಯಕ್ಷ ಎಂ.ಎಸ್ ಮಂಜಣ್ಣ, ಸದಸ್ಯ ಸೈಯದ್ ಅನ್ವರ್, ಮುಖಂಡರುಗಳಾದ ದೇವದಾಸ್, ಪಟೇಲ್ ಜಿ.ಪಾಪನಾಯಕ್, ದೇವಯ್ಯ, ಮಾರುತಿ, ಈ ಗೋಪಾಲ್, ಭರತ್ ಗ್ಯಾಸ್ ಮೀರ್ ಮಹಮ್ಮದ್, ಹಾಗೂ ಕಾರ್ಯಕರ್ತರು ಉಪಸ್ಥಿತರಿದ್ದರು. [1255, 1165, 1522, 1297]
headline: ಇಂದಿರಾ ಕ್ಯಾಂಟೀನ್ ಬಡವರ ಕಾಮಧೇನು: ಎನ್.ವೈ. ಗೋಪಾಲಕೃಷ್ಣ [730, 1108, 1448, 1147]
masthead-center [394, 21, 1147, 116]
headline: ಬೂದು ನೀರು ನಿರ್ವಹಣೆಯ ಪ್ರಾತ್ಯಕ್ಷಿಕ ತರಬೇತಿ | ರಾಜ್ಯ ತಂಡ ಭೇಟಿ [536, 2084, 1152, 2117]
article-yakshagana [657, 837, 1083, 1086]
article-column: ಮೊಳಕಾಲ್ಮೂರು: ಇಂದಿರಾ ಕ್ಯಾಂಟೀನ್ ಬಡವರ ಕಾಮಧೇನು ಆಗಿದೆ, ಕೂಲಿ ಕಾರ್ಮಿಕರು, ವಿದ್ಯಾರ್ಥಿಗಳು ಬಡವರ್ಗದವರ ಹಸಿವು ನೀಗಿಸಲಿದೆ ಎಂದು ಶಾಸಕ ಎನ್.ವೈ. ಗೋಪಾಲಕೃಷ್ಣ ಹೇಳಿದರು. ಪಟ್ಟಣದ ೧೧ ನೇವಾರ್ಡ್ ಪೊಲೀಸ್ ಠಾಣೆ ಹಿಂಭಾಗದಲ್ಲಿ ನಿರ್ಮಿಸಿರುವ ಇಂದಿರಾ ಕ್ಯಾಂಟೀನ್ ಉದ್ಘಾಟಿಸಿ ಮಾತನಾಡಿದರು. ತಾಲ್ಲೂಕಿನಲ್ಲಿ ಈ ಹಿಂದಿನ ಅವಧಿಯಲ್ಲಿ ಇಂದಿರಾ ಕ್ಯಾಂಟೀನ್ ಬಂದಿರಲು ಸಚಿವ ಸಿದ್ದರಾಮಯ್ಯ ನಿರ್ಮಿಸಲು ಇಚ್ಛೆ ಹೊಂದಿದ್ದ ಸರ್ಕಾರ ನನಗೆ ಬಿಡಲಿಲ್ಲ. ಬಿಜೆಪಿ ಅವಧಿಯಲ್ಲಿ ಶ್ರೀರಾಮುಲು ೩.೦೦ ಲಕ್ಷ ಹಣ ಪಡೆದಿದ್ದರು. ಹಾಗೂ ಈ ಬಾರಿ ನಿಲ್ದಾಣ ಕ್ಯಾಂಟೀನ್ ಮಾಡಿ ಮುಗಿಸಿದ್ದಾರೆ ಎಂದು ಹೇಳಿದರು. ೨೦೧೩ರಲ್ಲಿ ಸಿದ್ದರಾಮಯ್ಯ ಮುಖ್ಯಮಂತ್ರಿ ಆಗಿದ್ದಾಗ ಬಡವರ ಹಸಿವು ನೀಗಿಸಲು ಇಂದಿರಾ ಕ್ಯಾಂಟೀನ್ ಸ್ಥಾಪನೆ ಮಾಡಲಾಗಿದೆ. ಶಾಸಕರಾಗಿ ಕ್ಷೇತ್ರದಲ್ಲಿ ಅಭಿವೃದ್ಧಿ ಕಾರ್ಯ ಕೈಗೊಳ್ಳಲಾಗಿದೆ, ತಾಲ್ಲೂಕು ಪಂಚಾಯತಿ ಶಾಸಕರ ಅನುದಾನದಲ್ಲಿ ಹಲವು ಕಾಮಗಾರಿ ಕೈಗೊಂಡಿದ್ದೇನೆ. ನಾನು ಶಾಸಕನಾಗಿ ಕ್ಷೇತ್ರದ ಜನತೆಯ ಋಣ ತೀರಿಸಲು ಶ್ರಮಿಸುತ್ತಿದ್ದೇನೆ ಎಂದು ಹೇಳಿದರು. [657, 1165, 935, 1415]
photo-jds-meeting [879, 197, 1299, 469]
article-column: ಮಾಡಿಸಲು ಗಡಿಯಾರ ಗೋಪುರ ಸ್ಮೃತಿ ಎಲ್ಲಾ ಲೀಕ್ವಿಯ ಸ್ವಯಂ ಸೇವೆ ಸಲ್ಲಿಸಿದ ಇತಿಹಾಸವನ್ನು ಪಕ್ಷ ನಿರೂಪಿಸಿದರು. ಕಲಾಕುಂಚದ ಅಧ್ಯಕ್ಷರಾದ ಕೆ.ಹೆಚ್. ಮಂಜುನಾಥ್, ಕಲಾಕುಂಚದ ಮಹಿಳಾ ವಿಭಾಗದ ಸಂಸ್ಥಾಪಕರಾದ ಜ್ಯೋತಿ ಗಣೇಶ್ ಶೆಣೈ, ಗೌರವ ಅಧ್ಯಕ್ಷರಾದ, ವಸಂತ ಮಂಜುನಾಥ್, ಕಲಾಕುಂಚ ಕೆ.ಬಿ. ಬಡಾವಣೆ ಶಾಖೆಯ ಅಧ್ಯಕ್ಷರಾದ [184, 571, 409, 687]
logo-sub-kn: ಕನ್ನಡ ದಿನಪತ್ರಿಕೆ [1435, 84, 1507, 101]
article-kempegowda [18, 2077, 433, 2302]
masthead-rule [18, 121, 1523, 124]
hr [18, 1261, 640, 1262]
headline: ಚನ್ನಗಿರಿ ವಿರೂಪಾಕ್ಷಪ್ಪಗೆ ಜನುಮದಿನದ ಶತಮಾನೋತ್ಸವ ಸಂಭ್ರಮ; ಅಭಿನಂದನೆ, ಸನ್ಮಾನ [66, 137, 592, 219]
article-grey-water [450, 2077, 1238, 2302]
footer-imprint [18, 2314, 1522, 2371]
article-column: ಹಾಗಾಗಿ ಇಂತಹ ದುಶ್ಚಟಗಳಿಗೆ ಯುವ ಪೀಳಿಗೆ ಬಲಿಯಾಗದೆ ಉತ್ತಮ ದಾಸರಾಗಬಾರದು, ಮಾದಕ ವಸ್ತು ಸೇವನೆಗೆ ಪ್ರಚೋದನೆ ನೀಡುವುದು ಅಪರಾಧ ಮಾಡುವ ಮಾಡುವುದು ಕಂಡು ಬಂದರೆ ಕೂಡಲೇ ನಮ್ಮ ಪೊಲೀಸ್ ಠಾಣೆಗೆ ತಿಳಿಸುವಂತೆ ವಿದ್ಯಾರ್ಥಿಗಳಿಗೆ ಸಲಹೆ ನೀಡಿದರು. ಪಟ್ಟಣದ ಪೊಲೀಸ್ ಠಾಣೆಯಿಂದ ಪ್ರಾರಂಭಗೊಂಡ ಜಾಗೃತಿ ಜಾಥಾದಲ್ಲಿ [228, 1083, 427, 1216]
footer-rule [18, 2308, 1522, 2310]
